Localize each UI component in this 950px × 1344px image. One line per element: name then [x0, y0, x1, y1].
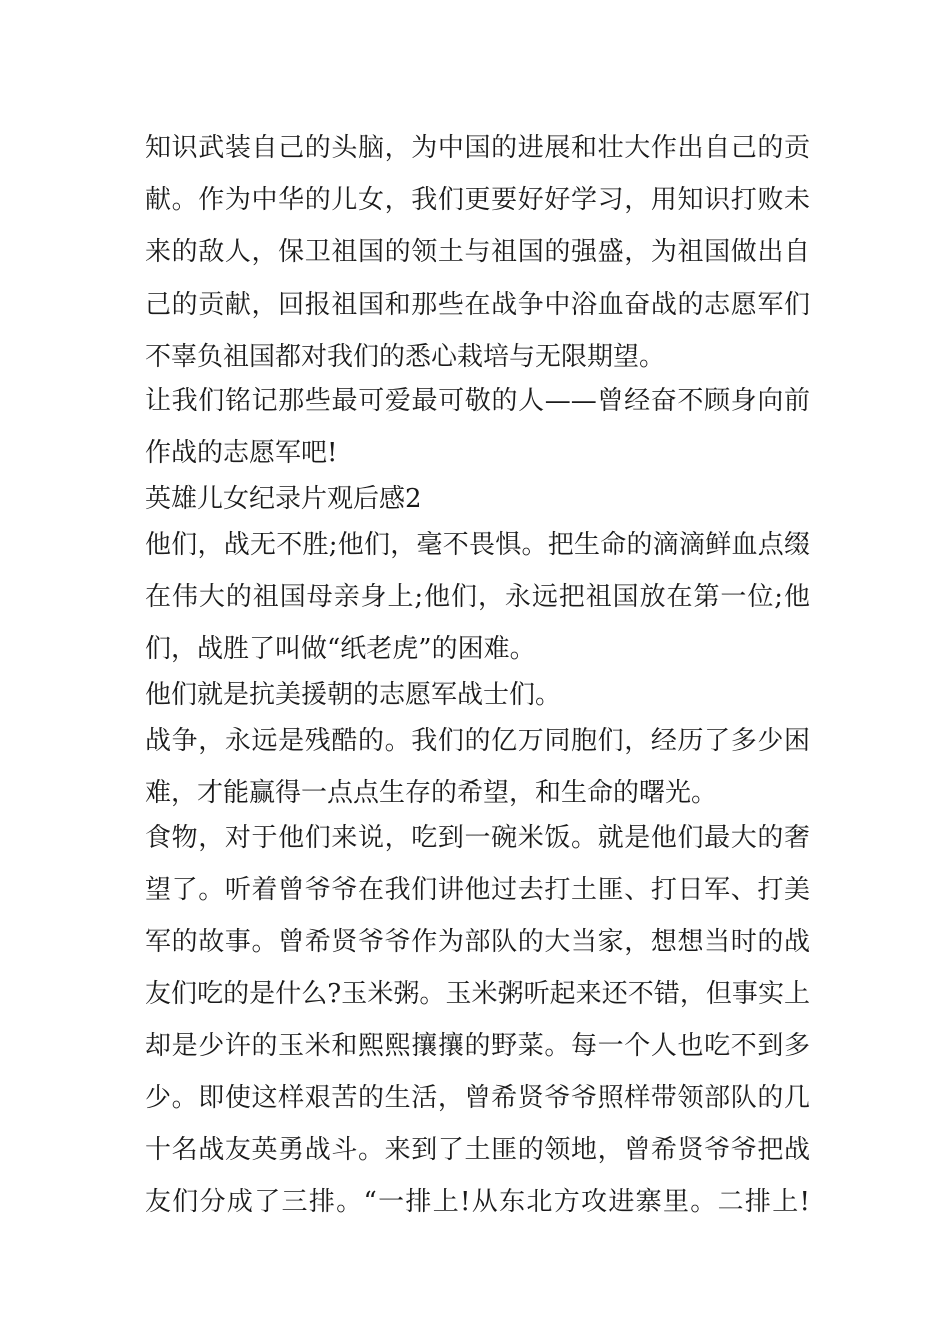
text-line: 们，战胜了叫做“纸老虎”的困难。	[145, 634, 536, 664]
text-line: 友们分成了三排。“一排上!从东北方攻进寨里。二排上!	[145, 1187, 810, 1217]
text-line: 军的故事。曾希贤爷爷作为部队的大当家，想想当时的战	[145, 927, 810, 957]
text-line: 十名战友英勇战斗。来到了土匪的领地，曾希贤爷爷把战	[145, 1135, 810, 1165]
text-line: 友们吃的是什么?玉米粥。玉米粥听起来还不错，但事实上	[145, 979, 810, 1009]
text-line: 战争，永远是残酷的。我们的亿万同胞们，经历了多少困	[145, 726, 810, 756]
text-line: 知识武装自己的头脑，为中国的进展和壮大作出自己的贡	[145, 133, 810, 163]
text-line: 却是少许的玉米和熙熙攘攘的野菜。每一个人也吃不到多	[145, 1031, 810, 1061]
text-line: 不辜负祖国都对我们的悉心栽培与无限期望。	[145, 342, 666, 372]
text-line: 他们就是抗美援朝的志愿军战士们。	[145, 680, 562, 710]
text-line: 食物，对于他们来说，吃到一碗米饭。就是他们最大的奢	[145, 823, 810, 853]
text-line: 己的贡献，回报祖国和那些在战争中浴血奋战的志愿军们	[145, 290, 810, 320]
text-line: 难，才能赢得一点点生存的希望，和生命的曙光。	[145, 778, 718, 808]
text-line: 少。即使这样艰苦的生活，曾希贤爷爷照样带领部队的几	[145, 1083, 810, 1113]
text-line: 他们，战无不胜;他们，毫不畏惧。把生命的滴滴鲜血点缀	[145, 530, 810, 560]
text-line: 来的敌人，保卫祖国的领土与祖国的强盛，为祖国做出自	[145, 237, 810, 267]
text-line: 献。作为中华的儿女，我们更要好好学习，用知识打败未	[145, 185, 810, 215]
text-line: 在伟大的祖国母亲身上;他们，永远把祖国放在第一位;他	[145, 582, 810, 612]
text-line: 作战的志愿军吧!	[145, 438, 338, 468]
text-line: 让我们铭记那些最可爱最可敬的人——曾经奋不顾身向前	[145, 386, 810, 416]
section-heading: 英雄儿女纪录片观后感2	[145, 484, 422, 514]
text-line: 望了。听着曾爷爷在我们讲他过去打土匪、打日军、打美	[145, 875, 810, 905]
